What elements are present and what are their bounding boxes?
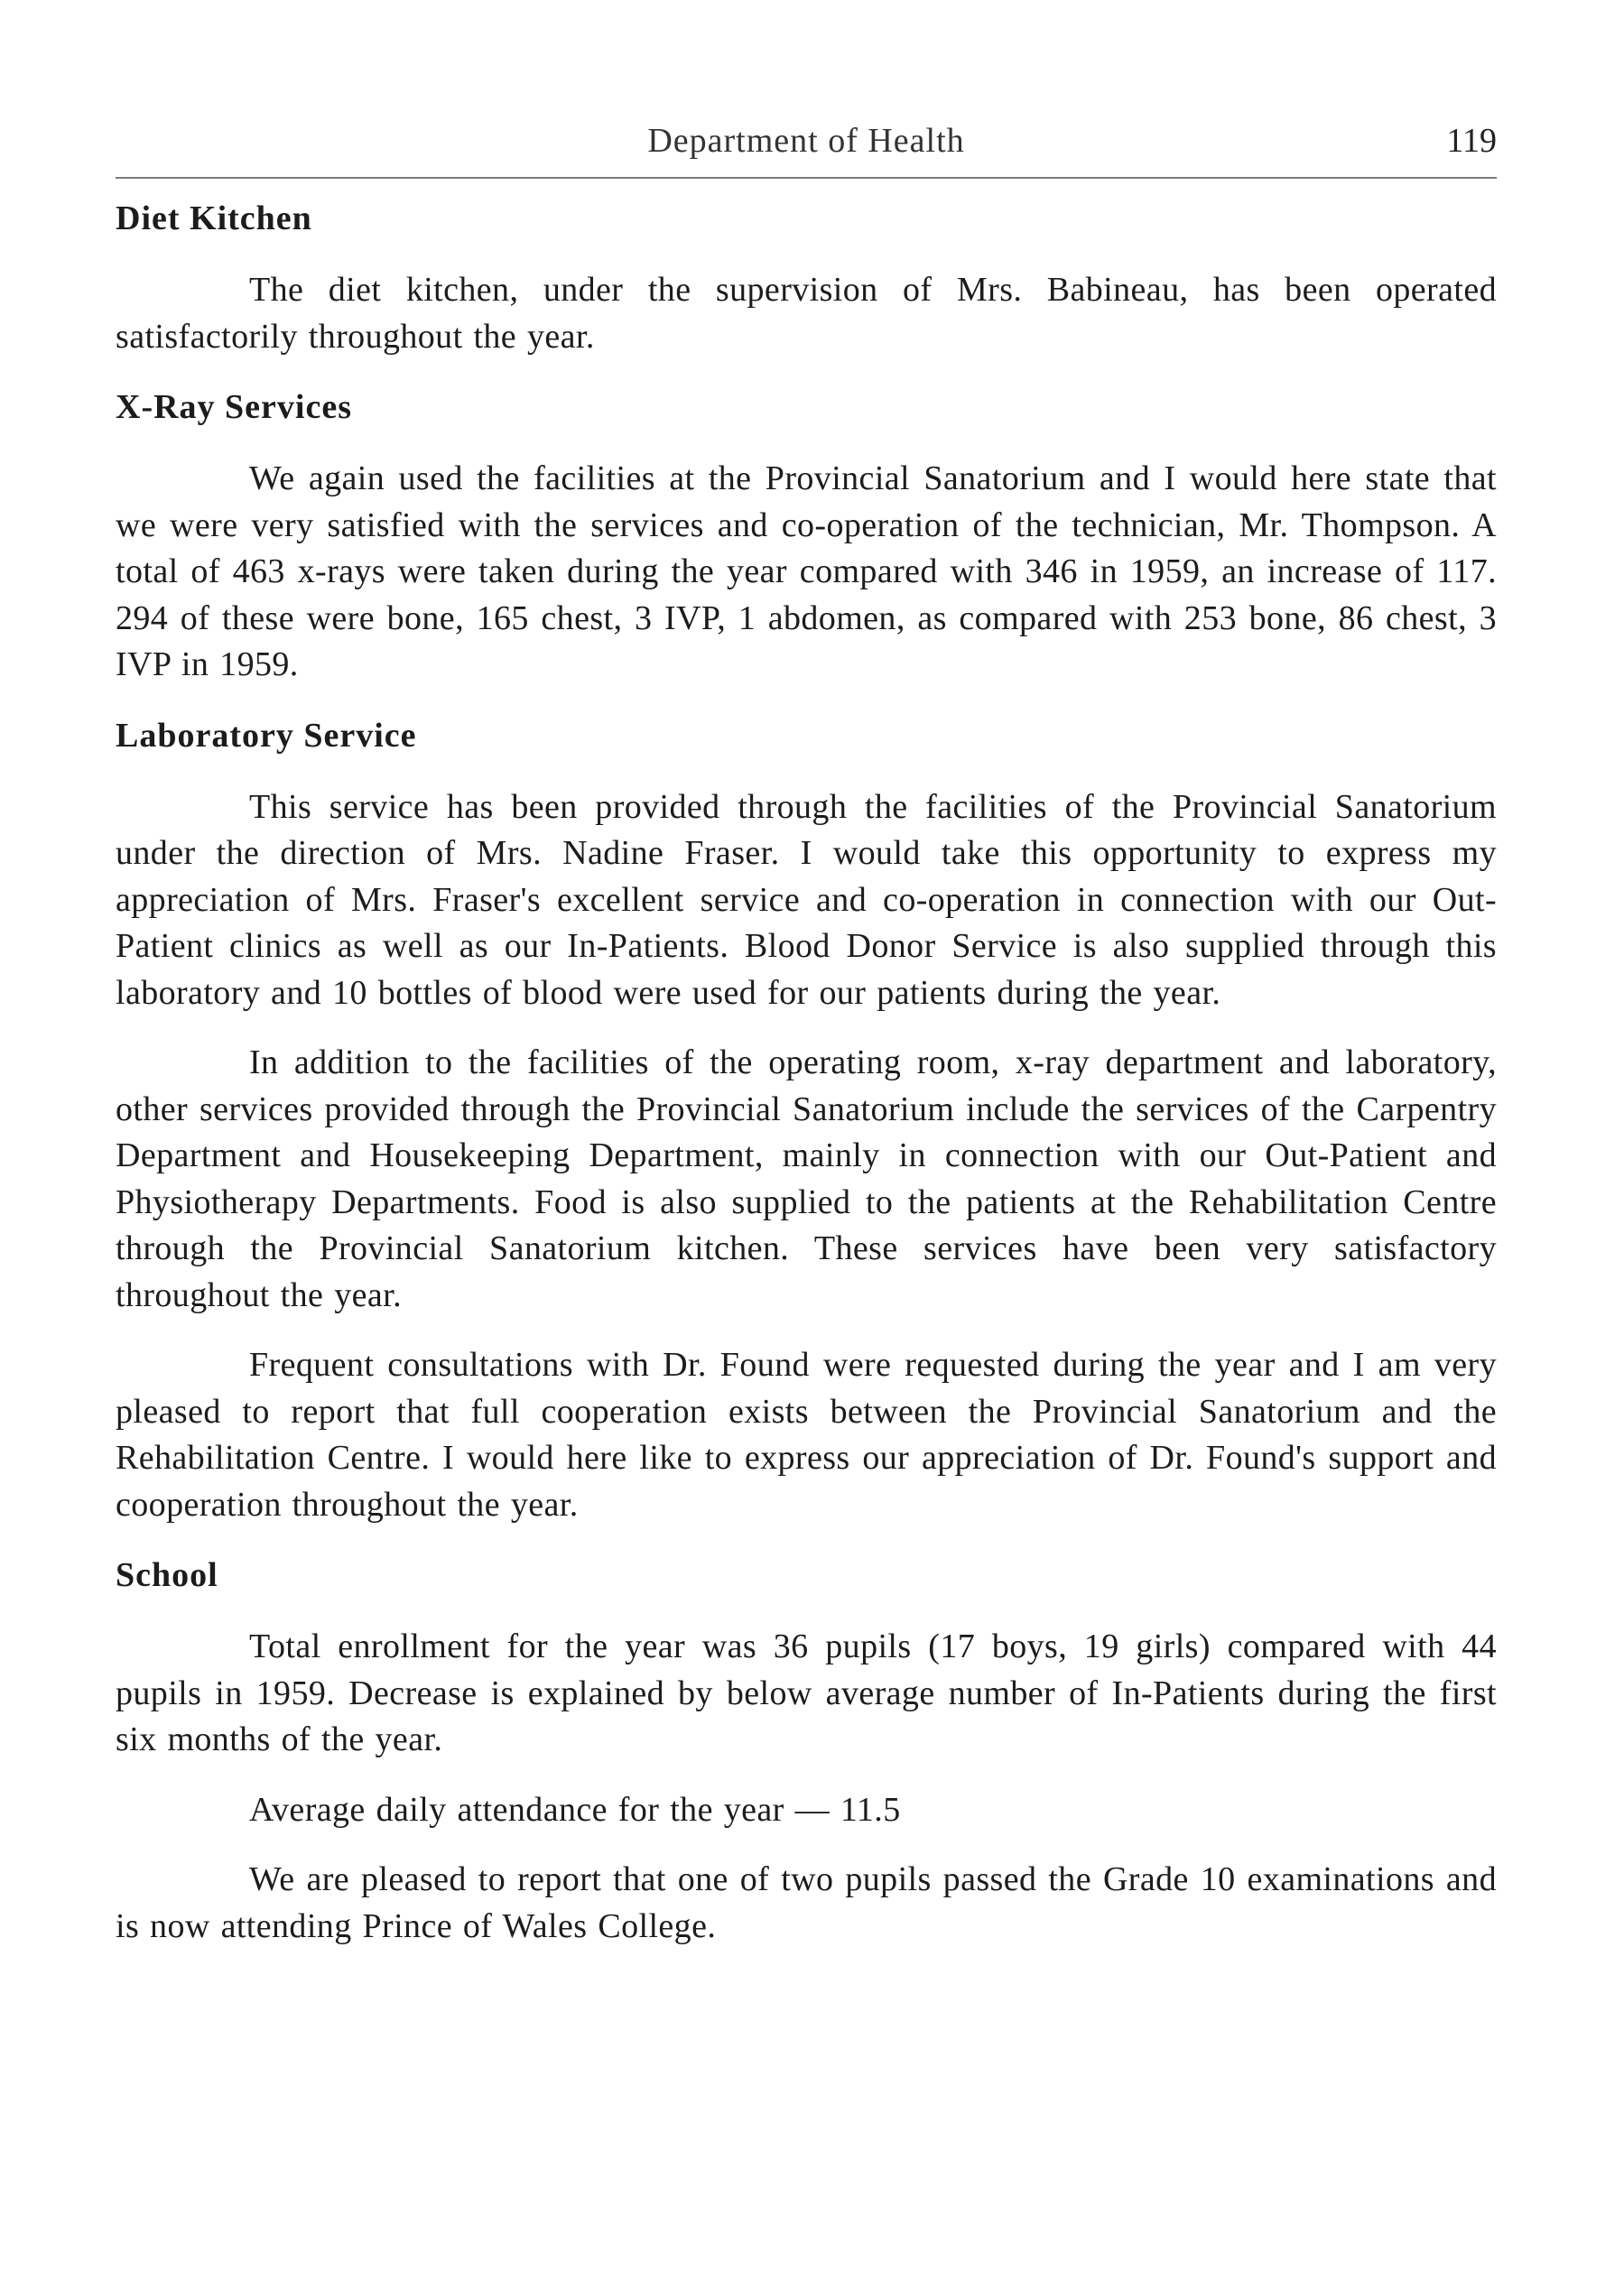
page-number: 119 [1446,122,1497,160]
section-heading-school: School [116,1556,218,1594]
paragraph-enrollment: Total enrollment for the year was 36 pupils (17 boys, 19 girls) compared with 44 pupils in 1959. Decrease is explained by below average number of In-Patients during the first six months of the year. [116,1627,1497,1758]
running-title: Department of Health [647,122,965,160]
section-heading-laboratory-service: Laboratory Service [116,716,417,755]
paragraph-other-services: In addition to the facilities of the operating room, x-ray department and laboratory, other services provided through the Provincial Sanatorium include the services of the Carpentry Department and Housekeeping Department, mainly in connection with our Out-Patient and Physiotherapy Departments. Food is also supplied to the patients at the Rehabilitation Centre through the Provincial Sanatorium kitchen. These services have been very satisfactory throughout the year. [116,1043,1497,1314]
section-heading-diet-kitchen: Diet Kitchen [116,199,312,237]
paragraph-diet-kitchen: The diet kitchen, under the supervision of Mrs. Babineau, has been operated satisfactorily throughout the year. [116,271,1497,356]
section-heading-x-ray-services: X-Ray Services [116,388,352,426]
paragraph-consultations: Frequent consultations with Dr. Found were requested during the year and I am very pleased to report that full cooperation exists between the Provincial Sanatorium and the Rehabilitation Centre. I would here like to express our appreciation of Dr. Found's support and cooperation throughout the year. [116,1346,1497,1524]
running-header [116,121,1497,179]
paragraph-laboratory-service: This service has been provided through the facilities of the Provincial Sanatorium under the direction of Mrs. Nadine Fraser. I would take this opportunity to express my appreciation of Mrs. Fraser's excellent service and co-operation in connection with our Out-Patient clinics as well as our In-Patients. Blood Donor Service is also supplied through this laboratory and 10 bottles of blood were used for our patients during the year. [116,787,1497,1012]
document-page [116,121,1497,1973]
paragraph-x-ray-services: We again used the facilities at the Provincial Sanatorium and I would here state that we were very satisfied with the services and co-operation of the technician, Mr. Thompson. A total of 463 x-rays were taken during the year compared with 346 in 1959, an increase of 117. 294 of these were bone, 165 chest, 3 IVP, 1 abdomen, as compared with 253 bone, 86 chest, 3 IVP in 1959. [116,459,1497,683]
paragraph-examinations: We are pleased to report that one of two pupils passed the Grade 10 examinations and is now attending Prince of Wales College. [116,1860,1497,1945]
paragraph-average-attendance: Average daily attendance for the year — 11.5 [249,1790,901,1829]
